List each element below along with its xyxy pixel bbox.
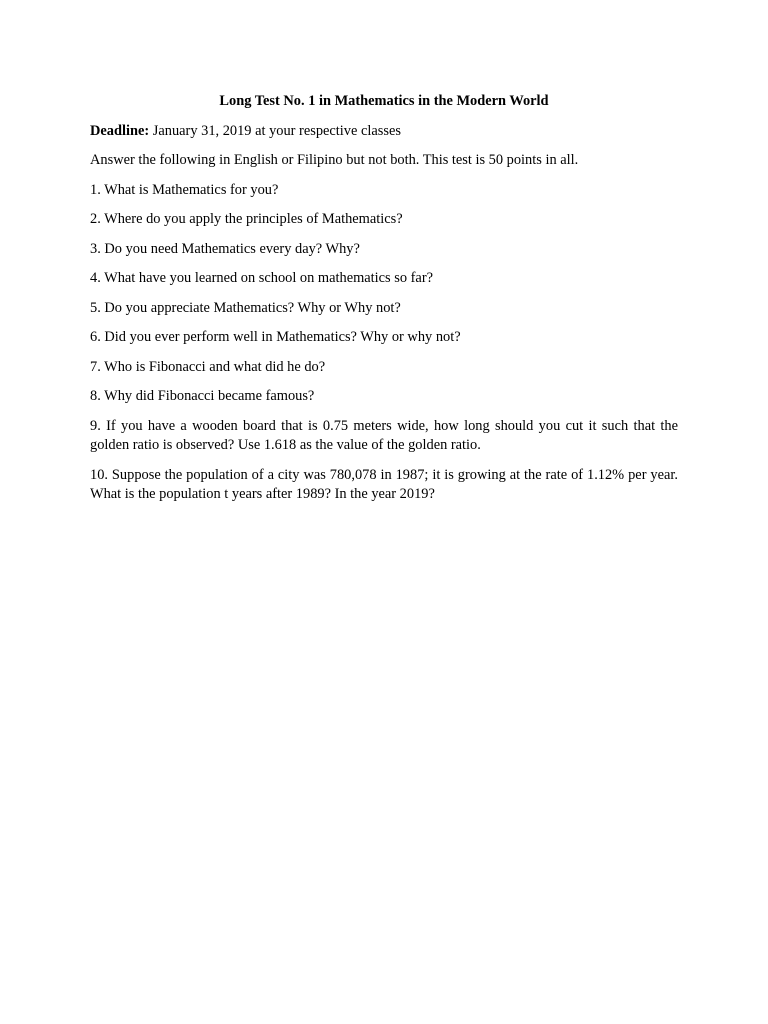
- deadline-value: January 31, 2019 at your respective classes: [152, 122, 401, 139]
- question-item: 3. Do you need Mathematics every day? Why?: [90, 240, 360, 257]
- question-item: 7. Who is Fibonacci and what did he do?: [90, 358, 326, 375]
- question-list: [90, 181, 678, 505]
- document-page: [90, 92, 678, 515]
- deadline-label: Deadline:: [90, 122, 150, 139]
- instructions: Answer the following in English or Filipino but not both. This test is 50 points in all.: [90, 152, 579, 168]
- deadline-line: [90, 122, 678, 142]
- question-item: 8. Why did Fibonacci became famous?: [90, 388, 315, 404]
- question-item: 5. Do you appreciate Mathematics? Why or Why not?: [90, 299, 401, 316]
- question-item: 4. What have you learned on school on mathematics so far?: [90, 270, 433, 286]
- question-item: 9. If you have a wooden board that is 0.75 meters wide, how long should you cut it such that the golden ratio is observed? Use 1.618 as the value of the golden ratio.: [90, 417, 678, 453]
- question-item: 1. What is Mathematics for you?: [90, 181, 279, 198]
- question-item: 10. Suppose the population of a city was 780,078 in 1987; it is growing at the rate of 1.12% per year. What is the population t years after 1989? In the year 2019?: [90, 466, 678, 502]
- question-item: 2. Where do you apply the principles of Mathematics?: [90, 211, 403, 227]
- document-title: Long Test No. 1 in Mathematics in the Modern World: [219, 93, 549, 109]
- question-item: 6. Did you ever perform well in Mathematics? Why or why not?: [90, 329, 461, 345]
